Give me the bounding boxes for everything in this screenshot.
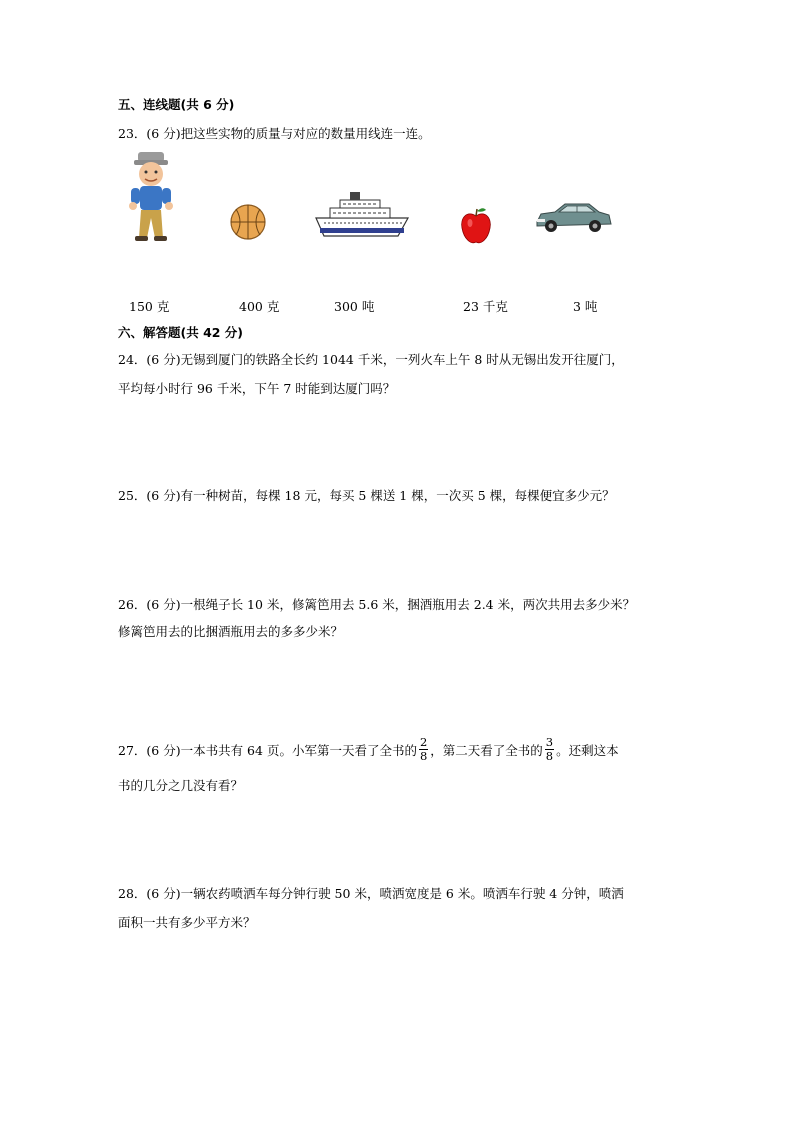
boy-icon bbox=[125, 150, 177, 244]
weight-300t: 300 吨 bbox=[334, 299, 375, 314]
question-27-text-a: 27．(6 分)一本书共有 64 页。小军第一天看了全书的 bbox=[118, 743, 417, 758]
section-title-matching: 五、连线题(共 6 分) bbox=[118, 97, 235, 112]
question-27-line1 bbox=[118, 735, 619, 765]
car-icon bbox=[533, 200, 613, 234]
question-28-line2: 面积一共有多少平方米？ bbox=[118, 915, 256, 930]
fraction-denominator: 8 bbox=[419, 749, 428, 763]
question-27-line2: 书的几分之几没有看？ bbox=[118, 778, 244, 793]
basketball-icon bbox=[228, 203, 268, 241]
fraction-two-eighths bbox=[419, 736, 428, 763]
weight-23kg: 23 千克 bbox=[463, 299, 508, 314]
fraction-denominator: 8 bbox=[545, 749, 554, 763]
question-24-line2: 平均每小时行 96 千米，下午 7 时能到达厦门吗？ bbox=[118, 381, 396, 396]
question-23: 23．(6 分)把这些实物的质量与对应的数量用线连一连。 bbox=[118, 126, 431, 141]
weight-400g: 400 克 bbox=[239, 299, 280, 314]
ship-icon bbox=[314, 188, 410, 242]
question-26-line1: 26．(6 分)一根绳子长 10 米，修篱笆用去 5.6 米，捆酒瓶用去 2.4 米，两次共用去多少米？ bbox=[118, 597, 636, 612]
question-25: 25．(6 分)有一种树苗，每棵 18 元，每买 5 棵送 1 棵，一次买 5 棵，每棵便宜多少元？ bbox=[118, 488, 615, 503]
question-24-line1: 24．(6 分)无锡到厦门的铁路全长约 1044 千米，一列火车上午 8 时从无锡出发开往厦门， bbox=[118, 352, 624, 367]
fraction-three-eighths bbox=[545, 736, 554, 763]
weight-3t: 3 吨 bbox=[573, 299, 598, 314]
fraction-numerator: 3 bbox=[545, 735, 554, 749]
question-27-text-b: ，第二天看了全书的 bbox=[430, 743, 543, 758]
question-28-line1: 28．(6 分)一辆农药喷洒车每分钟行驶 50 米，喷洒宽度是 6 米。喷洒车行驶 4 分钟，喷洒 bbox=[118, 886, 624, 901]
fraction-numerator: 2 bbox=[419, 735, 428, 749]
question-26-line2: 修篱笆用去的比捆酒瓶用去的多多少米？ bbox=[118, 624, 344, 639]
section-title-solutions: 六、解答题(共 42 分) bbox=[118, 325, 244, 340]
apple-icon bbox=[459, 206, 493, 246]
weight-150g: 150 克 bbox=[129, 299, 170, 314]
question-27-text-c: 。还剩这本 bbox=[556, 743, 619, 758]
